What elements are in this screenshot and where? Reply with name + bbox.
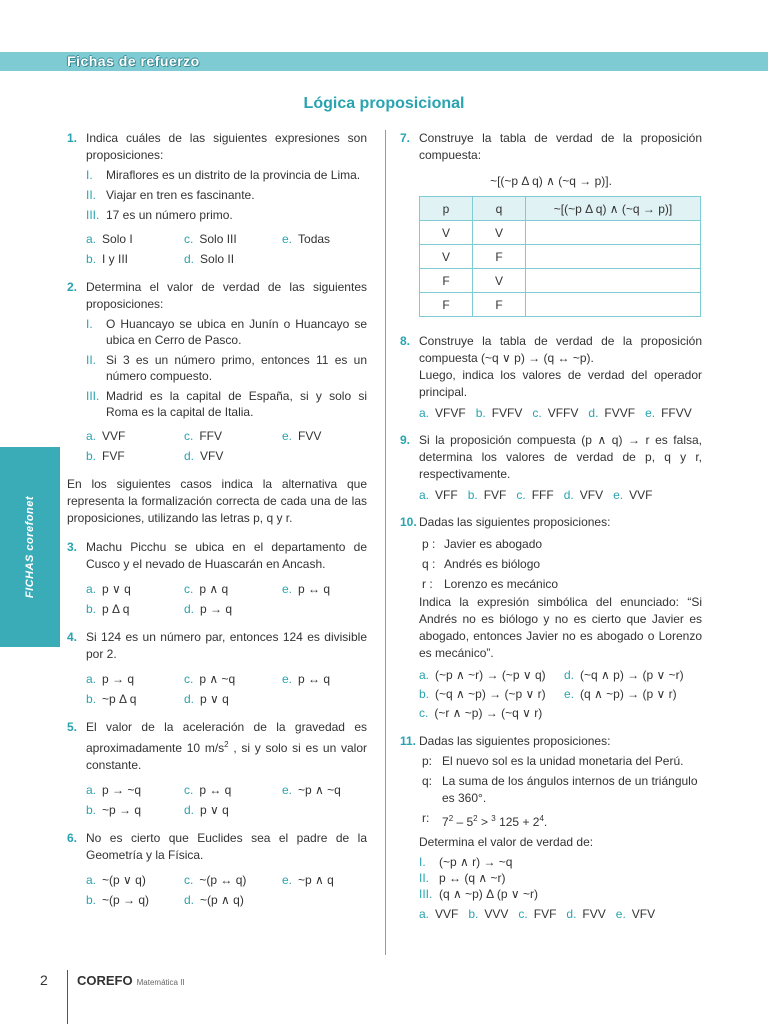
question-number: 5. bbox=[67, 720, 78, 734]
option: d. p ∨ q bbox=[184, 803, 229, 817]
option: e. FVV bbox=[282, 429, 322, 443]
brand-logo: COREFO Matemática II bbox=[77, 973, 185, 988]
right-column bbox=[400, 130, 702, 933]
option: e. ~p ∧ q bbox=[282, 873, 334, 887]
option: b. ~p → q bbox=[86, 803, 142, 817]
list-item: III. 17 es un número primo. bbox=[86, 208, 233, 222]
option: a. VFF bbox=[419, 488, 458, 502]
question-text-2: Indica la expresión simbólica del enunciado: “Si Andrés no es biólogo y no es cierto que Javier es abogado, entonces Javier no es abogado o Lorenzo es mecánico”. bbox=[419, 595, 702, 660]
option: e. (q ∧ ~p) → (p ∨ r) bbox=[564, 687, 677, 701]
option: c. p ↔ q bbox=[184, 783, 232, 797]
option: d. Solo II bbox=[184, 252, 235, 266]
option: e. VFV bbox=[615, 907, 656, 921]
page-title: Lógica proposicional bbox=[303, 95, 465, 112]
proposition: r: $7^2 - 5^2 > ^3$ $125 + 2^4$. bbox=[422, 811, 548, 829]
column-divider bbox=[385, 130, 386, 955]
formula: ~[(~p Δ q) ∧ (~q → p)]. bbox=[490, 174, 612, 188]
question-number: 4. bbox=[67, 630, 78, 644]
question-7 bbox=[400, 130, 702, 164]
option: d. VFV bbox=[563, 488, 604, 502]
list-item: I. Miraflores es un distrito de la provincia de Lima. bbox=[86, 168, 361, 182]
option: b. FVF bbox=[86, 449, 125, 463]
question-text: Determina el valor de verdad de las siguientes proposiciones: bbox=[86, 280, 367, 311]
question-text: Si la proposición compuesta (p ∧ q) → r es falsa, determina los valores de verdad de p, q y r, respectivamente. bbox=[419, 433, 702, 481]
question-text: Dadas las siguientes proposiciones: bbox=[419, 515, 611, 529]
proposition: p: El nuevo sol es la unidad monetaria del Perú. bbox=[422, 754, 684, 768]
option: a. ~(p ∨ q) bbox=[86, 873, 146, 887]
table-cell: F bbox=[473, 245, 526, 269]
table-cell bbox=[526, 221, 701, 245]
question-number: 1. bbox=[67, 131, 78, 145]
table-cell: V bbox=[420, 245, 473, 269]
answer-options bbox=[86, 870, 367, 910]
truth-table bbox=[419, 196, 701, 317]
question-number: 3. bbox=[67, 540, 78, 554]
option: e. p ↔ q bbox=[282, 672, 331, 686]
question-text: Machu Picchu se ubica en el departamento de Cusco y el nevado de Huascarán en Ancash. bbox=[86, 540, 367, 571]
option: c. FFV bbox=[184, 429, 223, 443]
option: e. ~p ∧ ~q bbox=[282, 783, 341, 797]
proposition: r : Lorenzo es mecánico bbox=[422, 577, 559, 591]
proposition: p : Javier es abogado bbox=[422, 537, 543, 551]
question-text: El valor de la aceleración de la gravedad es aproximadamente 10 $m/s^2$ , si y solo si es un valor constante. bbox=[86, 720, 367, 772]
answer-options bbox=[86, 229, 367, 269]
list-item: III. Madrid es la capital de España, si y solo si Roma es la capital de Italia. bbox=[86, 389, 367, 419]
answer-options bbox=[86, 669, 367, 709]
question-number: 11. bbox=[400, 734, 417, 748]
question-text: Dadas las siguientes proposiciones: bbox=[419, 734, 611, 748]
question-number: 2. bbox=[67, 280, 78, 294]
option: d. p → q bbox=[184, 602, 233, 616]
question-text: Indica cuáles de las siguientes expresiones son proposiciones: bbox=[86, 131, 367, 162]
option: b. FVFV bbox=[475, 406, 523, 420]
side-tab-label: FICHAS corefonet bbox=[24, 495, 36, 599]
column-header: ~[(~p Δ q) ∧ (~q → p)] bbox=[526, 197, 701, 221]
option: d. (~q ∧ p) → (p ∨ ~r) bbox=[564, 668, 684, 682]
option: b. (~q ∧ ~p) → (~p ∨ r) bbox=[419, 687, 546, 701]
list-item: III. (q ∧ ~p) Δ (p ∨ ~r) bbox=[419, 887, 538, 901]
answer-options bbox=[419, 486, 702, 504]
list-item: II. Viajar en tren es fascinante. bbox=[86, 188, 255, 202]
list-item: II. Si 3 es un número primo, entonces 11 es un número compuesto. bbox=[86, 353, 367, 383]
footer-divider bbox=[67, 970, 68, 1024]
option: a. Solo I bbox=[86, 232, 133, 246]
question-text-2: Luego, indica los valores de verdad del operador principal. bbox=[419, 368, 702, 399]
list-item: II. p ↔ (q ∧ ~r) bbox=[419, 871, 506, 885]
option: c. FFF bbox=[516, 488, 554, 502]
option: e. FFVV bbox=[645, 406, 692, 420]
option: d. FVVF bbox=[588, 406, 636, 420]
page-number: 2 bbox=[40, 972, 48, 988]
option: c. p ∧ q bbox=[184, 582, 229, 596]
option: d. VFV bbox=[184, 449, 224, 463]
option: c. ~(p ↔ q) bbox=[184, 873, 247, 887]
side-tab bbox=[0, 447, 60, 647]
table-cell: F bbox=[420, 293, 473, 317]
table-row bbox=[420, 245, 701, 269]
question-number: 8. bbox=[400, 334, 411, 348]
answer-options bbox=[86, 579, 367, 619]
banner-title: Fichas de refuerzo bbox=[67, 53, 200, 69]
question-text: Construye la tabla de verdad de la proposición compuesta (~q ∨ p) → (q ↔ ~p). bbox=[419, 334, 702, 365]
question-8 bbox=[400, 333, 702, 422]
option: a. p ∨ q bbox=[86, 582, 131, 596]
list-item: I. (~p ∧ r) → ~q bbox=[419, 855, 513, 869]
question-text: No es cierto que Euclides sea el padre de la Geometría y la Física. bbox=[86, 831, 367, 862]
proposition: q: La suma de los ángulos internos de un triángulo es 360°. bbox=[422, 774, 698, 805]
question-text: Si 124 es un número par, entonces 124 es divisible por 2. bbox=[86, 630, 367, 661]
option: a. VVF bbox=[86, 429, 126, 443]
option: c. FVF bbox=[518, 907, 557, 921]
option: b. FVF bbox=[467, 488, 507, 502]
answer-options bbox=[86, 780, 367, 820]
answer-options bbox=[419, 905, 702, 923]
table-cell: F bbox=[420, 269, 473, 293]
option: e. p ↔ q bbox=[282, 582, 331, 596]
column-header: q bbox=[473, 197, 526, 221]
question-10 bbox=[400, 514, 702, 723]
table-header-row bbox=[420, 197, 701, 221]
question-9 bbox=[400, 432, 702, 504]
answer-options bbox=[419, 404, 702, 422]
answer-options bbox=[86, 426, 367, 466]
question-3 bbox=[67, 539, 367, 619]
option: b. ~(p → q) bbox=[86, 893, 150, 907]
question-2 bbox=[67, 279, 367, 466]
option: a. VFVF bbox=[419, 406, 466, 420]
table-cell: V bbox=[420, 221, 473, 245]
option: a. (~p ∧ ~r) → (~p ∨ q) bbox=[419, 668, 546, 682]
question-text: Construye la tabla de verdad de la proposición compuesta: bbox=[419, 131, 702, 162]
table-cell: V bbox=[473, 269, 526, 293]
option: c. p ∧ ~q bbox=[184, 672, 236, 686]
table-cell bbox=[526, 293, 701, 317]
table-row bbox=[420, 221, 701, 245]
table-cell: V bbox=[473, 221, 526, 245]
option: b. I y III bbox=[86, 252, 129, 266]
instructions: En los siguientes casos indica la alternativa que representa la formalización correcta de cada una de las proposiciones, utilizando las letras p, q y r. bbox=[67, 477, 367, 525]
answer-options bbox=[419, 666, 702, 723]
option: a. p → ~q bbox=[86, 783, 142, 797]
list-item: I. O Huancayo se ubica en Junín o Huancayo se ubica en Cerro de Pasco. bbox=[86, 317, 367, 347]
option: d. ~(p ∧ q) bbox=[184, 893, 244, 907]
question-number: 6. bbox=[67, 831, 78, 845]
option: a. p → q bbox=[86, 672, 135, 686]
question-number: 9. bbox=[400, 433, 411, 447]
question-text-2: Determina el valor de verdad de: bbox=[419, 835, 594, 849]
option: c. VFFV bbox=[532, 406, 579, 420]
option: c. Solo III bbox=[184, 232, 237, 246]
option: b. VVV bbox=[468, 907, 509, 921]
question-number: 10. bbox=[400, 515, 417, 529]
option: c. (~r ∧ ~p) → (~q ∨ r) bbox=[419, 706, 543, 720]
table-cell bbox=[526, 269, 701, 293]
question-6 bbox=[67, 830, 367, 910]
question-5 bbox=[67, 719, 367, 820]
option: e. Todas bbox=[282, 232, 331, 246]
question-11 bbox=[400, 733, 702, 923]
table-cell bbox=[526, 245, 701, 269]
question-4 bbox=[67, 629, 367, 709]
option: d. p ∨ q bbox=[184, 692, 229, 706]
question-1 bbox=[67, 130, 367, 269]
table-row bbox=[420, 293, 701, 317]
option: b. p Δ q bbox=[86, 602, 130, 616]
column-header: p bbox=[420, 197, 473, 221]
question-number: 7. bbox=[400, 131, 411, 145]
left-column bbox=[67, 130, 367, 920]
proposition: q : Andrés es biólogo bbox=[422, 557, 541, 571]
option: b. ~p Δ q bbox=[86, 692, 137, 706]
section-banner bbox=[0, 52, 768, 71]
option: e. VVF bbox=[613, 488, 653, 502]
option: d. FVV bbox=[566, 907, 606, 921]
option: a. VVF bbox=[419, 907, 459, 921]
table-row bbox=[420, 269, 701, 293]
table-cell: F bbox=[473, 293, 526, 317]
